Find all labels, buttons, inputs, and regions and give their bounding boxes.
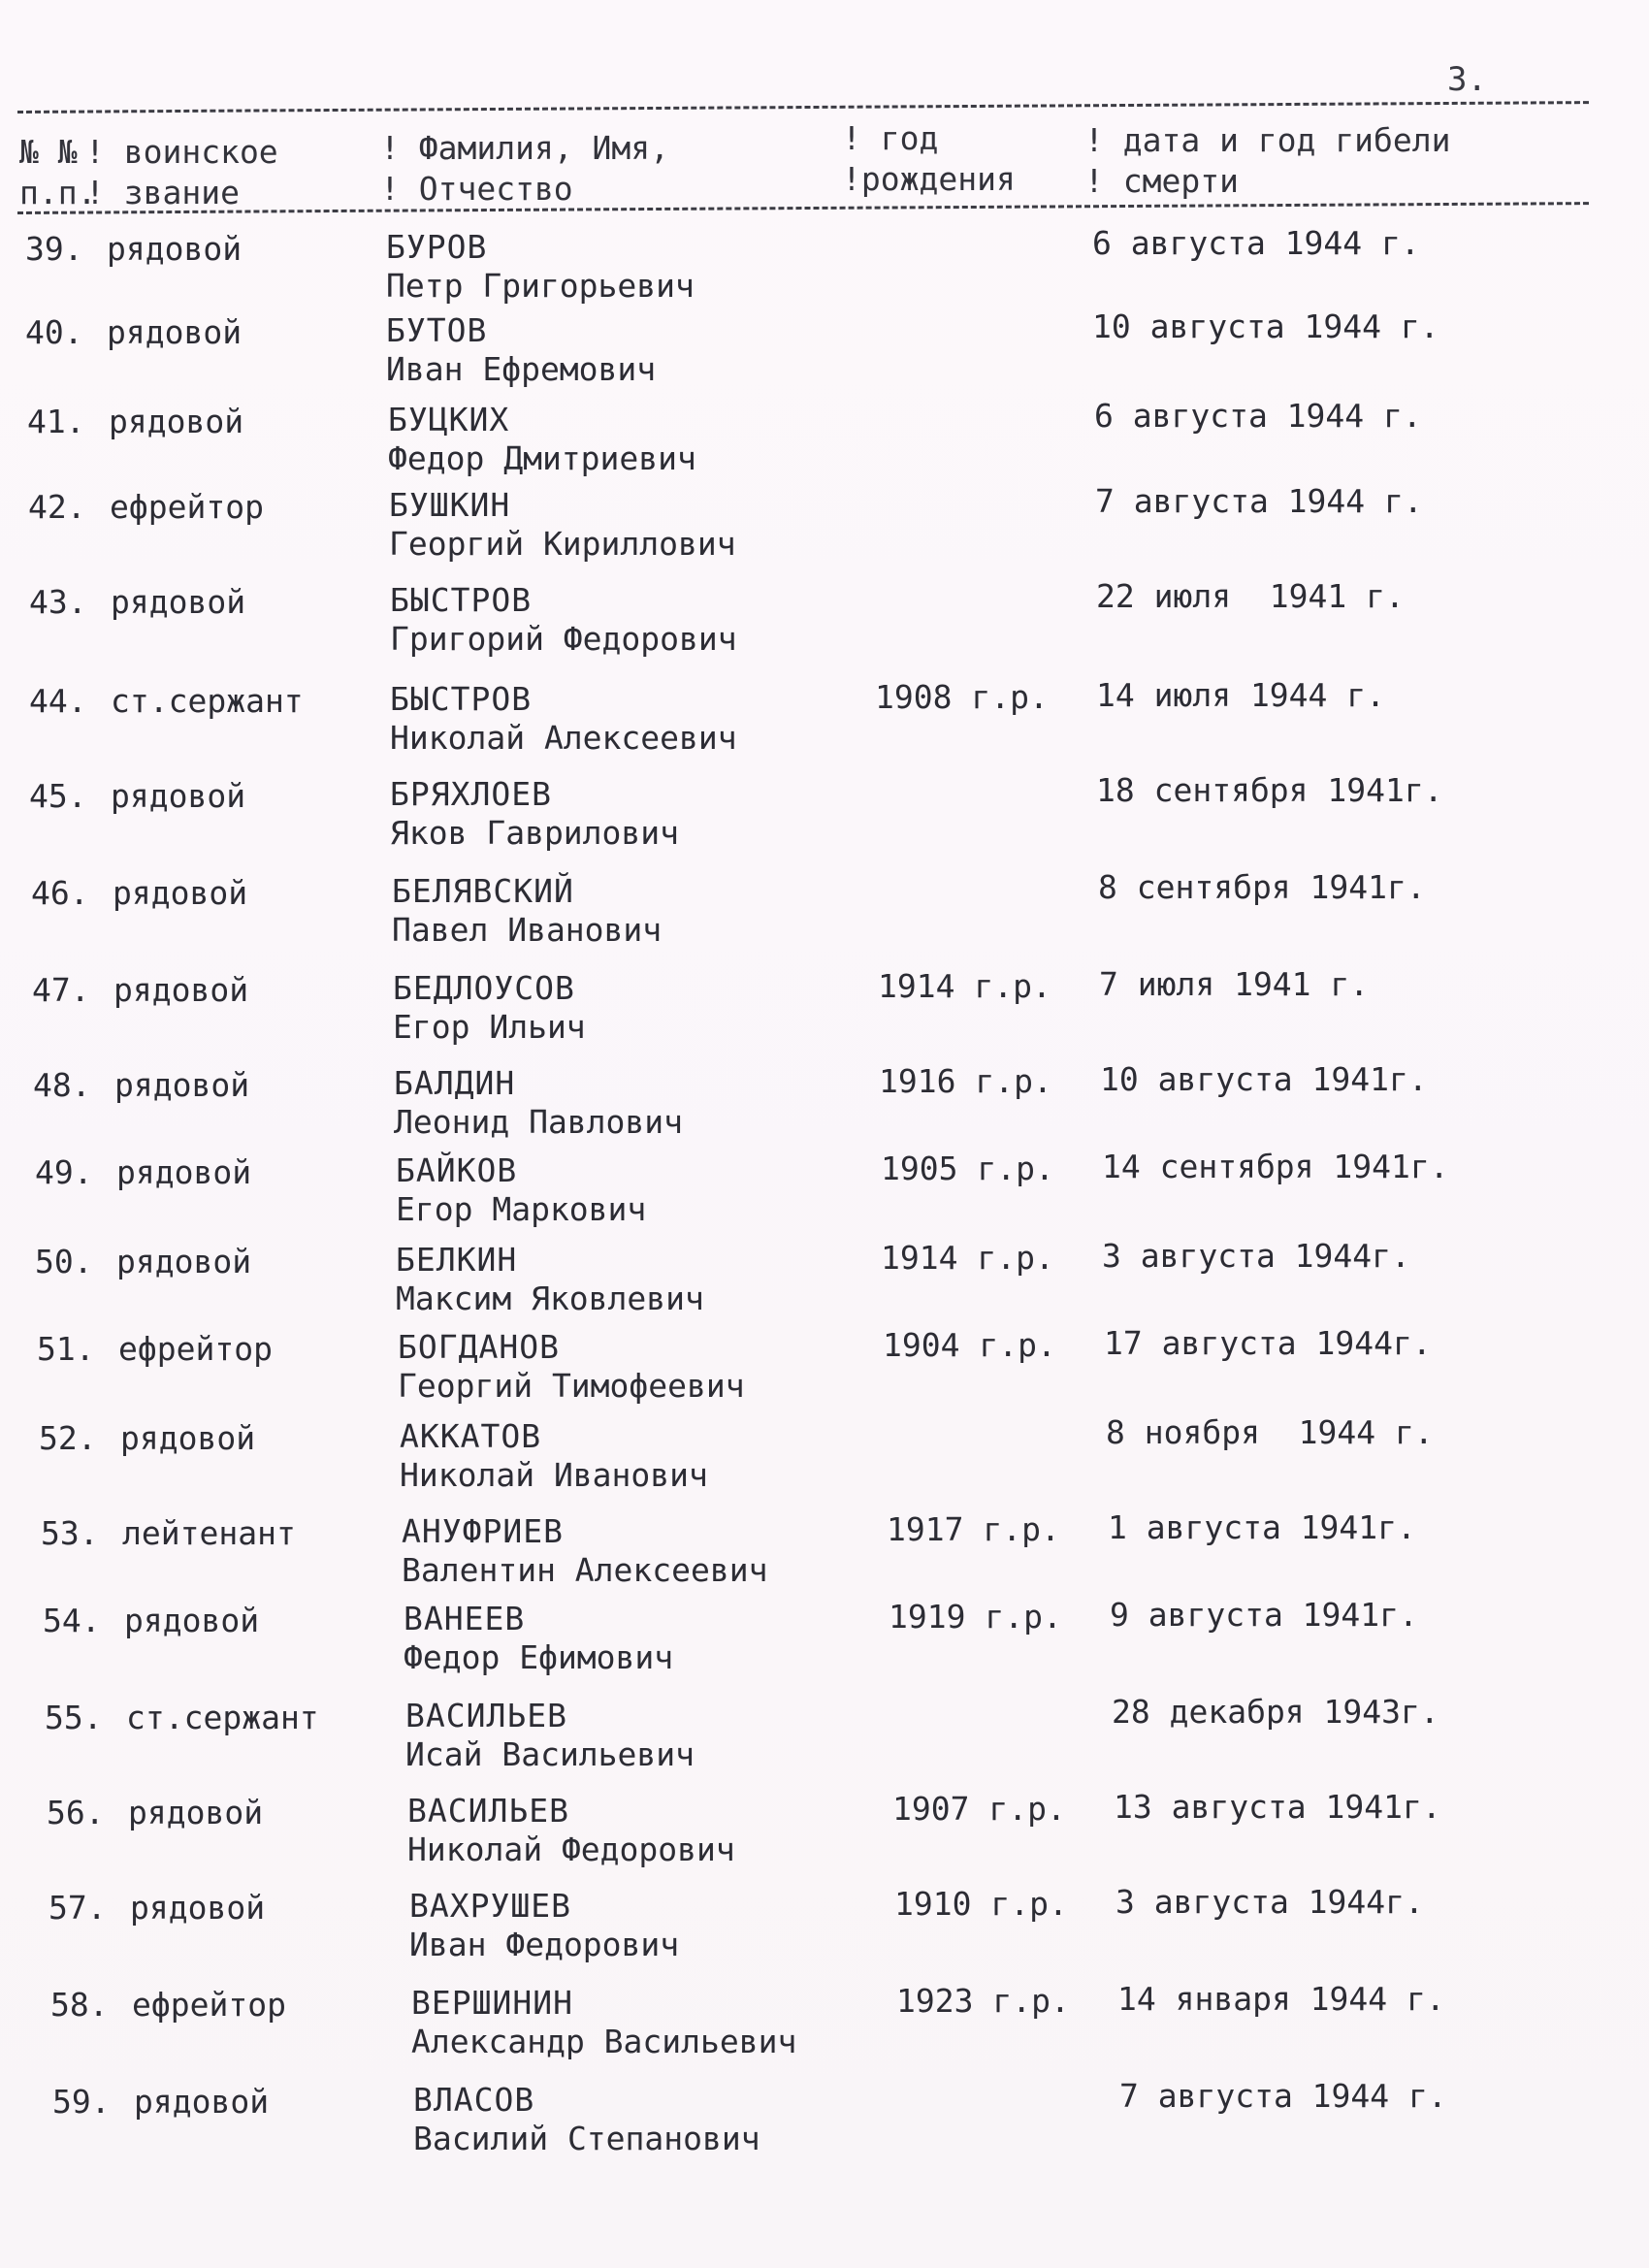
row-death-date: 28 декабря 1943г. [1112, 1693, 1439, 1731]
row-rank: рядовой [109, 403, 244, 440]
row-rank: рядовой [116, 1243, 252, 1280]
row-rank: рядовой [113, 874, 248, 912]
row-death-date: 8 сентября 1941г. [1098, 868, 1426, 906]
row-rank: рядовой [107, 230, 242, 268]
row-number: 39. [25, 230, 83, 268]
row-surname: ВАНЕЕВ [404, 1600, 526, 1637]
row-birth-year: 1904 г.р. [883, 1326, 1056, 1364]
row-death-date: 9 августа 1941г. [1110, 1596, 1418, 1634]
row-birth-year: 1916 г.р. [879, 1062, 1052, 1100]
row-given-name: Яков Гаврилович [390, 814, 680, 852]
row-death-date: 3 августа 1944г. [1116, 1883, 1424, 1921]
row-number: 58. [50, 1986, 109, 2024]
row-surname: БРЯХЛОЕВ [390, 775, 552, 813]
row-rank: рядовой [113, 971, 249, 1009]
row-surname: ВЛАСОВ [413, 2081, 535, 2119]
table-row [0, 1412, 1649, 1506]
row-death-date: 14 июля 1944 г. [1096, 676, 1386, 714]
row-death-date: 6 августа 1944 г. [1092, 224, 1420, 262]
row-rank: рядовой [124, 1602, 260, 1639]
row-surname: БУРОВ [386, 228, 488, 266]
row-number: 50. [35, 1243, 93, 1280]
row-number: 51. [37, 1330, 95, 1368]
row-surname: БАЛДИН [394, 1064, 516, 1102]
row-surname: БЕЛЯВСКИЙ [392, 872, 574, 910]
row-death-date: 7 июля 1941 г. [1099, 965, 1370, 1003]
row-number: 53. [41, 1514, 99, 1552]
row-number: 56. [47, 1794, 105, 1831]
row-surname: БАЙКОВ [396, 1151, 518, 1189]
row-birth-year: 1917 г.р. [887, 1510, 1060, 1548]
row-rank: рядовой [128, 1794, 264, 1831]
row-surname: БУЦКИХ [388, 401, 510, 438]
row-rank: ефрейтор [110, 488, 264, 526]
row-surname: БЫСТРОВ [390, 680, 533, 718]
row-surname: АНУФРИЕВ [402, 1512, 564, 1550]
row-death-date: 14 января 1944 г. [1117, 1980, 1445, 2018]
row-birth-year: 1907 г.р. [892, 1790, 1066, 1828]
row-given-name: Николай Федорович [407, 1831, 735, 1868]
table-row [0, 1147, 1645, 1240]
row-given-name: Петр Григорьевич [386, 267, 695, 305]
row-given-name: Александр Васильевич [411, 2023, 797, 2060]
row-birth-year: 1908 г.р. [875, 678, 1049, 716]
row-given-name: Федор Дмитриевич [388, 439, 696, 477]
row-number: 52. [39, 1419, 97, 1457]
row-birth-year: 1923 г.р. [896, 1982, 1070, 2020]
row-given-name: Иван Федорович [409, 1926, 680, 1963]
row-birth-year: 1914 г.р. [878, 967, 1051, 1005]
row-death-date: 8 ноября 1944 г. [1106, 1413, 1434, 1451]
header-number: № № п.п. [19, 133, 97, 211]
row-surname: ВАХРУШЕВ [409, 1887, 571, 1925]
row-death-date: 6 августа 1944 г. [1094, 397, 1422, 435]
row-surname: АККАТОВ [400, 1417, 542, 1455]
row-number: 57. [48, 1889, 107, 1927]
table-row [0, 576, 1639, 669]
row-number: 48. [33, 1066, 91, 1104]
row-rank: рядовой [114, 1066, 250, 1104]
row-rank: ст.сержант [126, 1699, 319, 1736]
row-death-date: 17 августа 1944г. [1104, 1324, 1432, 1362]
row-given-name: Валентин Алексеевич [402, 1551, 768, 1589]
row-number: 59. [52, 2083, 111, 2121]
row-given-name: Георгий Тимофеевич [398, 1367, 745, 1405]
row-rank: рядовой [134, 2083, 270, 2121]
table-row [0, 675, 1639, 768]
page-number: 3. [1447, 60, 1487, 99]
table-row [10, 1882, 1649, 1975]
row-surname: БУШКИН [389, 486, 511, 524]
row-given-name: Павел Иванович [392, 911, 663, 949]
row-given-name: Исай Васильевич [405, 1735, 695, 1773]
table-row [4, 1595, 1649, 1688]
row-number: 46. [31, 874, 89, 912]
row-death-date: 7 августа 1944 г. [1119, 2077, 1447, 2115]
table-row [0, 223, 1635, 316]
table-row [0, 307, 1635, 400]
table-row [0, 1323, 1647, 1416]
row-given-name: Максим Яковлевич [396, 1280, 704, 1317]
table-row [8, 1787, 1649, 1880]
row-given-name: Николай Алексеевич [390, 719, 737, 757]
row-surname: БУТОВ [386, 311, 488, 349]
row-given-name: Егор Ильич [393, 1008, 586, 1046]
row-surname: ВАСИЛЬЕВ [405, 1697, 567, 1734]
table-row [0, 964, 1642, 1057]
header-death-date: ! дата и год гибели ! смерти [1084, 121, 1451, 200]
row-surname: БЫСТРОВ [390, 581, 533, 619]
row-given-name: Григорий Федорович [390, 620, 737, 658]
row-rank: рядовой [130, 1889, 266, 1927]
row-surname: ВАСИЛЬЕВ [407, 1792, 569, 1830]
row-death-date: 18 сентября 1941г. [1096, 771, 1443, 809]
row-death-date: 13 августа 1941г. [1114, 1788, 1441, 1826]
row-number: 43. [29, 583, 87, 621]
row-number: 54. [43, 1602, 101, 1639]
row-rank: ефрейтор [132, 1986, 286, 2024]
row-birth-year: 1919 г.р. [889, 1598, 1062, 1636]
table-row [12, 1979, 1649, 2072]
row-given-name: Леонид Павлович [394, 1103, 684, 1141]
row-given-name: Георгий Кириллович [389, 525, 736, 563]
header-name: ! Фамилия, Имя, ! Отчество [380, 129, 670, 208]
row-birth-year: 1905 г.р. [881, 1150, 1054, 1187]
row-given-name: Федор Ефимович [404, 1638, 674, 1676]
row-given-name: Егор Маркович [396, 1190, 647, 1228]
row-given-name: Николай Иванович [400, 1456, 708, 1494]
table-row [0, 481, 1638, 574]
header-rank: ! воинское ! звание [85, 133, 278, 211]
row-birth-year: 1910 г.р. [894, 1885, 1068, 1923]
row-surname: БЕЛКИН [396, 1241, 518, 1279]
row-death-date: 3 августа 1944г. [1102, 1237, 1410, 1275]
row-surname: ВЕРШИНИН [411, 1984, 573, 2022]
row-rank: рядовой [116, 1153, 252, 1191]
table-header [0, 119, 1649, 211]
row-number: 45. [29, 777, 87, 815]
row-death-date: 7 августа 1944 г. [1095, 482, 1423, 520]
row-death-date: 22 июля 1941 г. [1096, 577, 1405, 615]
row-number: 55. [45, 1699, 103, 1736]
row-given-name: Иван Ефремович [386, 350, 657, 388]
row-death-date: 10 августа 1941г. [1100, 1060, 1428, 1098]
table-row [0, 396, 1637, 489]
table-row [2, 1507, 1649, 1601]
row-surname: БЕДЛОУСОВ [393, 969, 575, 1007]
table-row [0, 867, 1641, 960]
row-number: 40. [25, 313, 83, 351]
row-rank: рядовой [107, 313, 242, 351]
row-given-name: Василий Степанович [413, 2120, 760, 2157]
header-birth-year: ! год !рождения [842, 119, 1016, 198]
row-number: 42. [28, 488, 86, 526]
row-rank: ефрейтор [118, 1330, 273, 1368]
row-number: 49. [35, 1153, 93, 1191]
row-number: 44. [29, 682, 87, 720]
row-number: 41. [27, 403, 85, 440]
table-row [0, 1059, 1643, 1152]
header-top-rule [17, 101, 1589, 113]
row-rank: лейтенант [122, 1514, 296, 1552]
row-rank: рядовой [111, 583, 246, 621]
row-death-date: 14 сентября 1941г. [1102, 1148, 1449, 1185]
table-row [6, 1692, 1649, 1785]
row-death-date: 10 августа 1944 г. [1092, 308, 1439, 345]
row-surname: БОГДАНОВ [398, 1328, 560, 1366]
row-rank: рядовой [120, 1419, 256, 1457]
row-rank: ст.сержант [111, 682, 304, 720]
table-row [0, 770, 1639, 863]
row-death-date: 1 августа 1941г. [1108, 1508, 1416, 1546]
table-row [14, 2076, 1649, 2169]
row-rank: рядовой [111, 777, 246, 815]
row-number: 47. [32, 971, 90, 1009]
row-birth-year: 1914 г.р. [881, 1239, 1054, 1277]
table-row [0, 1236, 1645, 1329]
